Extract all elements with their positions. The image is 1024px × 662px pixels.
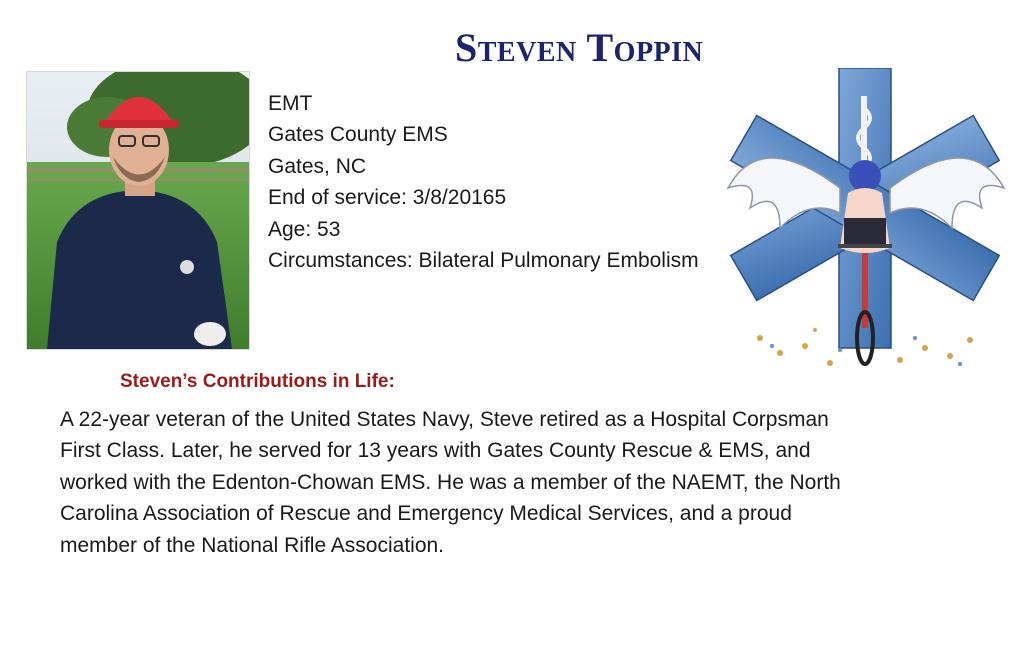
- page-title: Steven Toppin: [455, 25, 704, 70]
- bio-line: worked with the Edenton-Chowan EMS. He was a member of the NAEMT, the North: [60, 470, 841, 494]
- info-agency: Gates County EMS: [268, 123, 448, 147]
- info-block: [268, 88, 699, 276]
- info-location: Gates, NC: [268, 154, 367, 178]
- bio-line: A 22-year veteran of the United States Navy, Steve retired as a Hospital Corpsman: [60, 408, 829, 431]
- biography: [60, 404, 960, 561]
- info-circumstances: Circumstances: Bilateral Pulmonary Embolism: [268, 249, 699, 273]
- info-role: EMT: [268, 92, 313, 115]
- portrait-photo: [26, 71, 250, 350]
- bio-line: member of the National Rifle Association.: [60, 533, 445, 557]
- info-age: Age: 53: [268, 217, 341, 241]
- contributions-heading: Steven’s Contributions in Life:: [120, 371, 395, 392]
- star-of-life-cyclist-emblem: [720, 68, 1010, 373]
- info-end-of-service: End of service: 3/8/20165: [268, 186, 507, 210]
- bio-line: Carolina Association of Rescue and Emergency Medical Services, and a proud: [60, 502, 792, 526]
- bio-line: First Class. Later, he served for 13 years with Gates County Rescue & EMS, and: [60, 439, 811, 463]
